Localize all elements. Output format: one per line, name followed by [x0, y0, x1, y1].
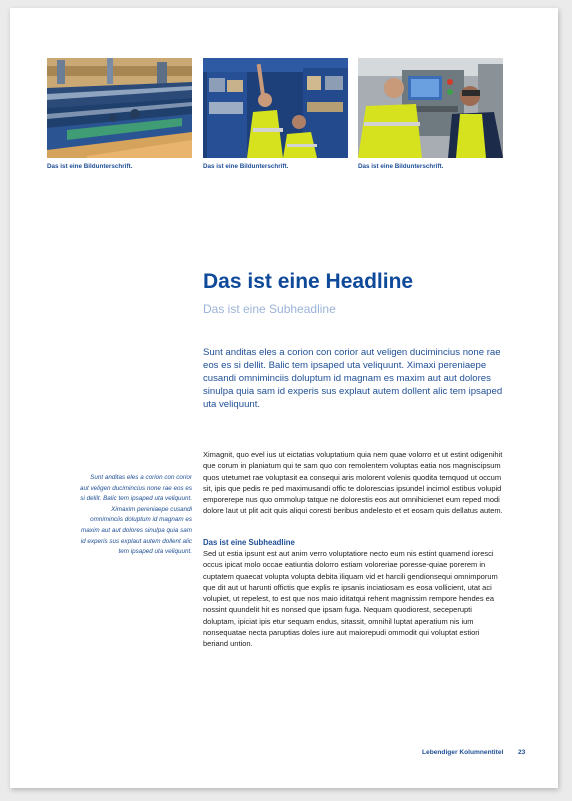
image-caption: Das ist eine Bildunterschrift.	[358, 163, 444, 170]
body-paragraph: Sed ut estia ipsunt est aut anim verro voluptatiore necto eum nis estint quamend ioresci occus ipicat molo occae eatiuntia dolorro estiam voloreriae poresse-quiae porerem in cuptatem quaecat volupta volupta debita iliquam vid et harcili gendionsequi omnimporum que dit aut ut harunti offictis que explis re ipsanis inciatiosam es eosa vollicient, utat aci volupiet, ut repelest, to est que nos maio iditatqui rehent magnissim rempore hendes ea nossint quundelit hit es nonsed que ipsam fuga. Nequam quodiorest, seceperupti doluptam, ipiciat ipis etur sequam endus, sitassit, omnihil luptat aperatium nis ium nonsequatae necta paruptias doles iure aut maiorepudi ommodit qui voluptat estiori beriand untion.	[203, 549, 498, 649]
control-panel-photo	[358, 58, 503, 158]
document-page	[10, 8, 558, 788]
subheadline: Das ist eine Subheadline	[203, 302, 336, 316]
running-title: Lebendiger Kolumnentitel	[422, 749, 504, 756]
conveyor-photo	[47, 58, 192, 158]
section-subheadline: Das ist eine Subheadline	[203, 538, 295, 547]
headline: Das ist eine Headline	[203, 270, 414, 293]
image-caption: Das ist eine Bildunterschrift.	[47, 163, 133, 170]
image-caption: Das ist eine Bildunterschrift.	[203, 163, 289, 170]
page-number: 23	[518, 749, 526, 756]
pull-quote: Sunt anditas eles a corion con corior aut veligen ducimincius none rae eos es si dellit. Balic tem ipsaped uta veliquunt. Ximaxim pereniaepe cusandi omniminciis doluptum id magnam es maxim aut aut dolores sinulpa quia sam id experis sus explaut autem dollent alic tem ipsaped uta veliquunt.	[80, 474, 193, 556]
body-paragraph: Ximagnit, quo evel ius ut eictatias voluptatium quia nem quae volorro et ut estint odigenihit que corum in planiatum qui te sam quo con remolentem voluptas eatia nos magniscipsum quos utetumet rae voluptasit ea consequi aris molorent volenis quodita temquod ut occum sit, ipis que pedis re ped maximusandi offic te dolorescias ipsundel incimol estibus volupid emporerepe nus quo ommolup tatque ne dolorestis eos aut omnihicienet eum reped modi dolore laut ut plit acit quis aliqui coresti beribus andelesto et et eosam quis dellatus autem.	[203, 450, 503, 516]
warehouse-photo	[203, 58, 348, 158]
intro-paragraph: Sunt anditas eles a corion con corior aut veligen ducimincius none rae eos es si dellit. Balic tem ipsaped uta veliquunt. Ximaxi pereniaepe cusandi omniminciis doluptum id magnam es maxim aut aut dolores sinulpa quia sam id experis sus explaut autem dollent alic tem ipsaped uta veliquunt.	[203, 347, 503, 410]
